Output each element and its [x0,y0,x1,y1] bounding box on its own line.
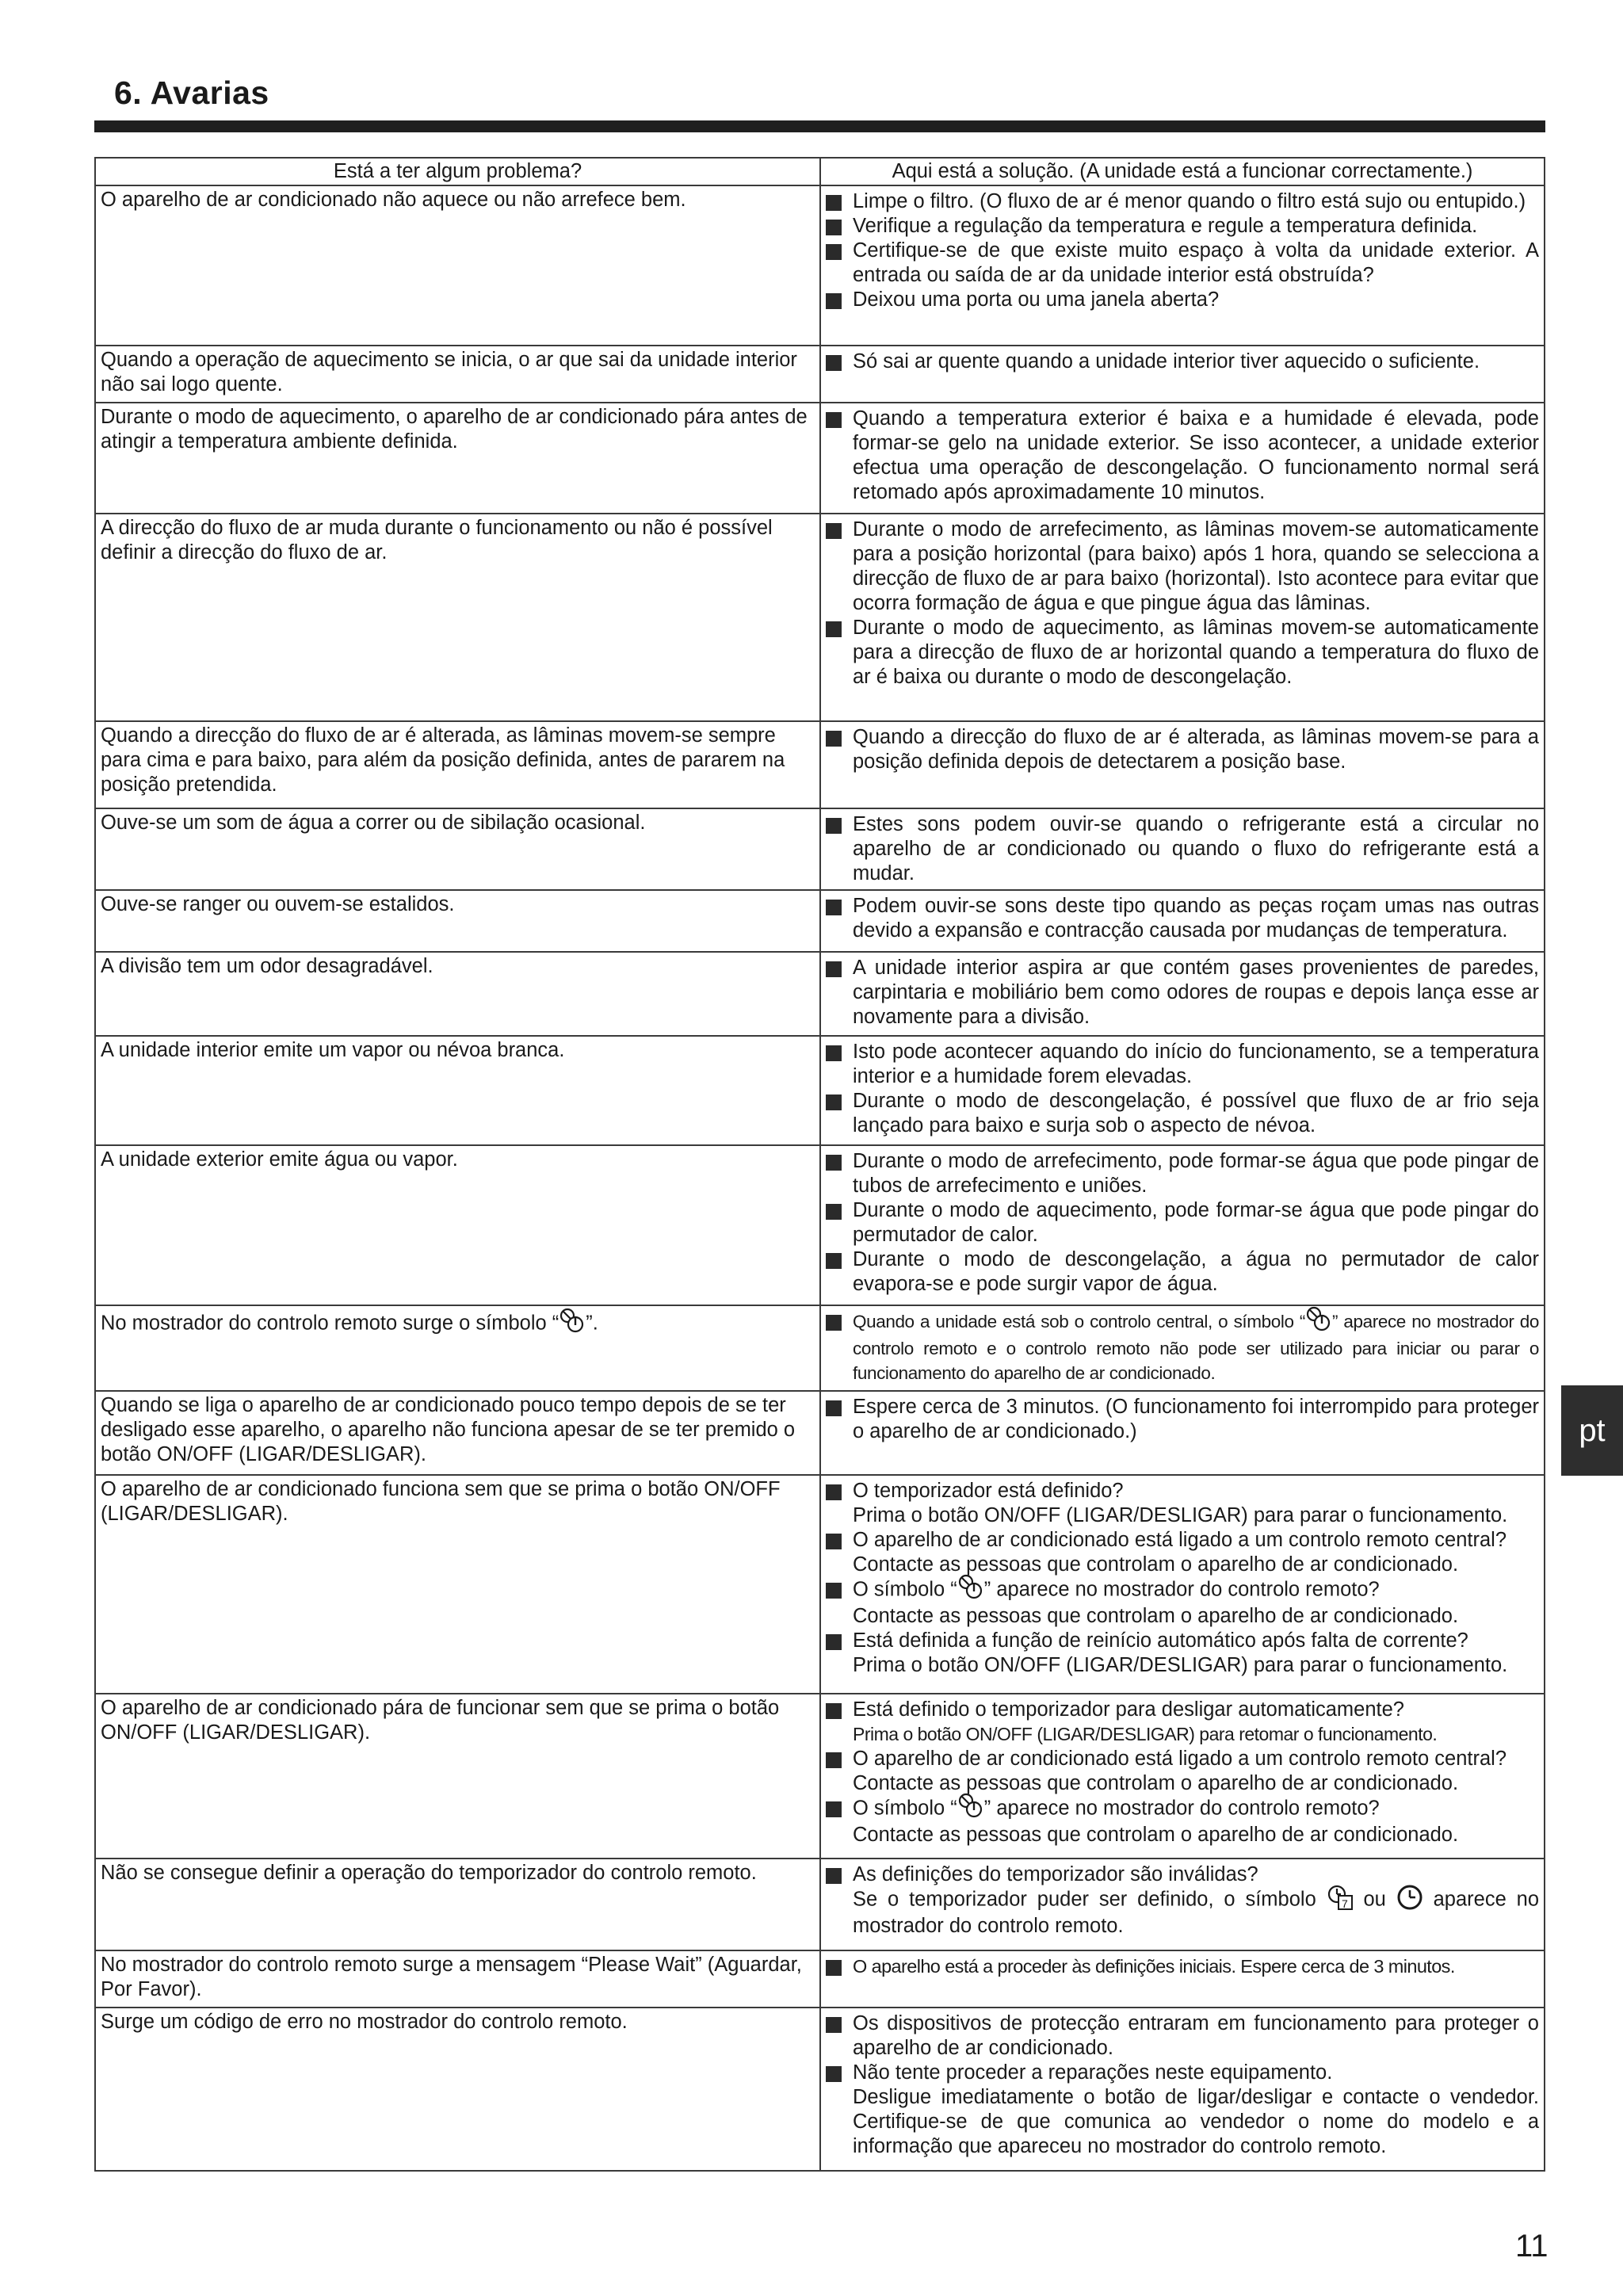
problem-text: A unidade exterior emite água ou vapor. [101,1148,458,1171]
solution-list [821,186,1544,315]
table-row [95,346,1545,403]
problem-text: A unidade interior emite um vapor ou névoa branca. [101,1039,565,1061]
solution-list [821,1037,1544,1141]
problem-text: No mostrador do controlo remoto surge o símbolo “ ”. [96,1306,819,1338]
solution-item: Durante o modo de descongelação, a água no permutador de calor evapora-se e pode surgir vapor de água. [853,1248,1539,1295]
solution-item: Só sai ar quente quando a unidade interior tiver aquecido o suficiente. [853,350,1539,374]
solution-item: Podem ouvir-se sons deste tipo quando as peças roçam umas nas outras devido a expansão e contracção causada por mudanças de temperatura. [853,895,1539,942]
problem-text: Quando se liga o aparelho de ar condicionado pouco tempo depois de se ter desligado esse aparelho, o aparelho não funciona apesar de se ter premido o botão ON/OFF (LIGAR/DESLIGAR). [101,1394,796,1465]
solution-item: A unidade interior aspira ar que contém gases provenientes de paredes, carpintaria e mobiliário bem como odores de roupas e depois lança esse ar novamente para a divisão. [853,957,1539,1028]
table-row [95,185,1545,346]
solution-list [821,809,1544,889]
timer-weekly-icon [1327,1884,1354,1911]
solution-item: Os dispositivos de protecção entraram em funcionamento para proteger o aparelho de ar condicionado. [853,2012,1539,2059]
problem-text: Quando a operação de aquecimento se inicia, o ar que sai da unidade interior não sai logo quente. [101,349,797,395]
language-tab: pt [1561,1385,1623,1476]
table-row [95,1475,1545,1694]
problem-text: O aparelho de ar condicionado pára de funcionar sem que se prima o botão ON/OFF (LIGAR/DESLIGAR). [101,1697,780,1744]
solution-item: Limpe o filtro. (O fluxo de ar é menor quando o filtro está sujo ou entupido.) [853,189,1539,214]
page-number: 11 [1515,2229,1549,2264]
header-solution: Aqui está a solução. (A unidade está a funcionar correctamente.) [820,158,1545,185]
solution-item: O aparelho está a proceder às definições iniciais. Espere cerca de 3 minutos. [853,1954,1539,1979]
solution-item: Está definida a função de reinício automático após falta de corrente? Prima o botão ON/OFF (LIGAR/DESLIGAR) para parar o funcionamento. [853,1629,1539,1678]
solution-list [821,1951,1544,1982]
table-row [95,808,1545,890]
central-control-icon [1305,1306,1332,1333]
problem-text: A divisão tem um odor desagradável. [101,955,433,977]
problem-text: O aparelho de ar condicionado funciona sem que se prima o botão ON/OFF (LIGAR/DESLIGAR). [101,1478,781,1525]
table-row [95,514,1545,721]
table-row [95,2008,1545,2171]
section-title: 6. Avarias [114,74,269,111]
central-control-icon [957,1793,984,1820]
solution-list [821,1476,1544,1681]
solution-item: Está definido o temporizador para desligar automaticamente? Prima o botão ON/OFF (LIGAR/DESLIGAR) para retomar o funcionamento. [853,1698,1539,1747]
title-rule [94,120,1545,132]
solution-list [821,1859,1544,1942]
problem-text: No mostrador do controlo remoto surge a mensagem “Please Wait” (Aguardar, Por Favor). [101,1954,802,2000]
solution-item: Durante o modo de aquecimento, as lâminas movem-se automaticamente para a direcção de fluxo de ar horizontal quando a temperatura do fluxo de ar é baixa ou durante o modo de descongelação. [853,617,1539,688]
solution-list [821,953,1544,1033]
solution-item: O símbolo “ ” aparece no mostrador do controlo remoto? Contacte as pessoas que controlam o aparelho de ar condicionado. [853,1577,1539,1629]
svg-text:7: 7 [1341,1897,1348,1910]
solution-item: Estes sons podem ouvir-se quando o refrigerante está a circular no aparelho de ar condicionado ou quando o fluxo do refrigerante está a mudar. [853,813,1539,884]
table-row [95,890,1545,952]
solution-item: Durante o modo de aquecimento, pode formar-se água que pode pingar do permutador de calor. [853,1199,1539,1246]
solution-item: Certifique-se de que existe muito espaço à volta da unidade exterior. A entrada ou saída de ar da unidade interior está obstruída? [853,239,1539,286]
table-row [95,1694,1545,1859]
table-row [95,1145,1545,1305]
table-row [95,1305,1545,1391]
solution-list [821,514,1544,693]
solution-list [821,403,1544,508]
central-control-icon [559,1308,586,1335]
table-row [95,403,1545,514]
timer-clock-icon [1396,1884,1423,1911]
table-row [95,1859,1545,1950]
table-row [95,1036,1545,1145]
problem-text: Surge um código de erro no mostrador do controlo remoto. [101,2011,628,2033]
problem-text: A direcção do fluxo de ar muda durante o funcionamento ou não é possível definir a direcção do fluxo de ar. [101,517,773,563]
solution-item: Quando a temperatura exterior é baixa e a humidade é elevada, pode formar-se gelo na unidade exterior. Se isso acontecer, a unidade exterior efectua uma operação de descongelação. O funcionamento normal será retomado após aproximadamente 10 minutos. [853,407,1539,503]
solution-item: Isto pode acontecer aquando do início do funcionamento, se a temperatura interior e a humidade forem elevadas. [853,1041,1539,1087]
solution-list [821,1146,1544,1300]
problem-text: Ouve-se ranger ou ouvem-se estalidos. [101,893,455,915]
solution-list [821,2008,1544,2162]
header-problem: Está a ter algum problema? [95,158,820,185]
solution-item: O temporizador está definido? Prima o botão ON/OFF (LIGAR/DESLIGAR) para parar o funcionamento. [853,1479,1539,1528]
solution-list [821,891,1544,946]
solution-item: O aparelho de ar condicionado está ligado a um controlo remoto central? Contacte as pessoas que controlam o aparelho de ar condicionado. [853,1747,1539,1796]
table-row [95,1391,1545,1475]
solution-list [821,346,1544,377]
solution-list [821,1694,1544,1851]
solution-item: Verifique a regulação da temperatura e regule a temperatura definida. [853,214,1539,239]
problem-text: Quando a direcção do fluxo de ar é alterada, as lâminas movem-se sempre para cima e para baixo, para além da posição definida, antes de pararem na posição pretendida. [101,724,785,796]
solution-item: Não tente proceder a reparações neste equipamento. Desligue imediatamente o botão de ligar/desligar e contacte o vendedor. Certifique-se de que comunica ao vendedor o nome do modelo e a informação que apareceu no mostrador do controlo remoto. [853,2061,1539,2157]
solution-item: Durante o modo de arrefecimento, pode formar-se água que pode pingar de tubos de arrefecimento e uniões. [853,1150,1539,1197]
solution-item: Durante o modo de arrefecimento, as lâminas movem-se automaticamente para a posição horizontal (para baixo) após 1 hora, quando se selecciona a direcção de fluxo de ar para baixo (horizontal). Isto acontece para evitar que ocorra formação de água e que pingue água das lâminas. [853,518,1539,614]
problem-text: Ouve-se um som de água a correr ou de sibilação ocasional. [101,812,646,834]
table-row [95,952,1545,1036]
troubleshooting-table [94,157,1545,2172]
solution-item: Quando a unidade está sob o controlo central, o símbolo “ ” aparece no mostrador do controlo remoto e o controlo remoto não pode ser utilizado para iniciar ou parar o funcionamento do aparelho de ar condicionado. [853,1309,1539,1385]
solution-item: Espere cerca de 3 minutos. (O funcionamento foi interrompido para proteger o aparelho de ar condicionado.) [853,1396,1539,1442]
solution-item: Quando a direcção do fluxo de ar é alterada, as lâminas movem-se para a posição definida depois de detectarem a posição base. [853,726,1539,773]
table-header-row [95,158,1545,185]
solution-item: Durante o modo de descongelação, é possível que fluxo de ar frio seja lançado para baixo e surja sob o aspecto de névoa. [853,1090,1539,1137]
central-control-icon [957,1574,984,1601]
solution-list [821,1392,1544,1447]
solution-item: As definições do temporizador são inválidas? Se o temporizador puder ser definido, o símbolo 7 ou aparece no mostrador do controlo remoto. [853,1863,1540,1937]
problem-text: O aparelho de ar condicionado não aquece ou não arrefece bem. [101,189,686,211]
solution-list [821,722,1544,777]
table-row [95,1950,1545,2008]
solution-item: O símbolo “ ” aparece no mostrador do controlo remoto? Contacte as pessoas que controlam o aparelho de ar condicionado. [853,1796,1539,1847]
solution-item: O aparelho de ar condicionado está ligado a um controlo remoto central? Contacte as pessoas que controlam o aparelho de ar condicionado. [853,1528,1539,1577]
solution-item: Deixou uma porta ou uma janela aberta? [853,288,1539,312]
problem-text: Durante o modo de aquecimento, o aparelho de ar condicionado pára antes de atingir a temperatura ambiente definida. [101,406,808,453]
table-row [95,721,1545,808]
solution-list [821,1306,1544,1389]
problem-text: Não se consegue definir a operação do temporizador do controlo remoto. [101,1862,757,1884]
